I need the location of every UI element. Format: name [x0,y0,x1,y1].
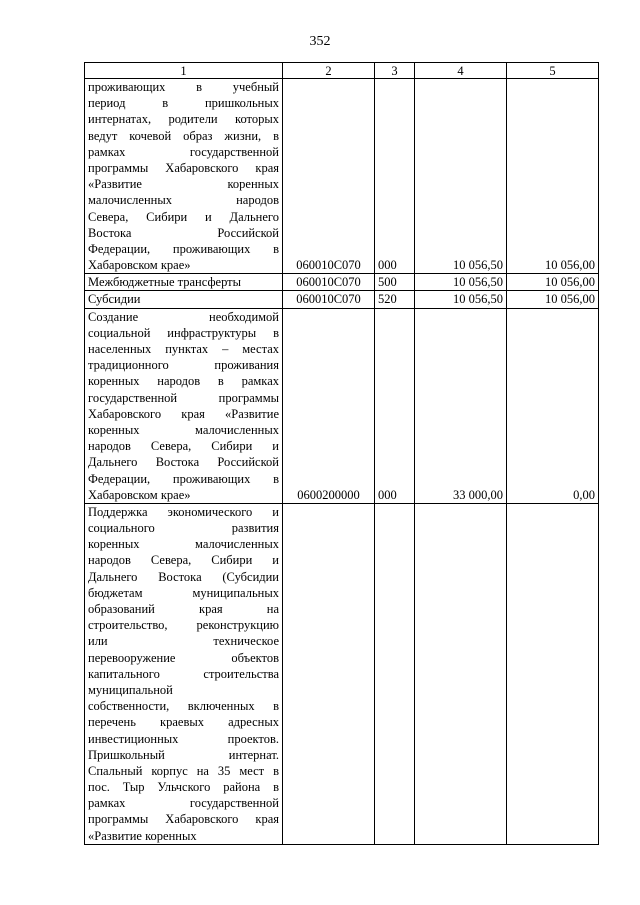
row-type: 500 [375,274,415,291]
description-line: муниципальной [88,682,173,697]
description-line: традиционного проживания [88,358,279,373]
header-col-2: 2 [283,63,375,79]
row-type [375,503,415,844]
row-sum-2: 10 056,00 [507,79,599,274]
description-line: Субсидии [88,292,141,307]
description-line: социального развития [88,521,279,536]
row-type: 520 [375,291,415,308]
description-line: бюджетам муниципальных [88,585,279,600]
description-line: Хабаровском крае» [88,487,191,502]
row-sum-1: 10 056,50 [415,291,507,308]
description-line: или техническое [88,634,279,649]
description-line: государственной программы [88,390,279,405]
description-line: Дальнего Востока Российской [88,455,279,470]
description-line: пос. Тыр Ульчского района в [88,780,279,795]
description-line: Спальный корпус на 35 мест в [88,763,279,778]
table-row [85,291,599,308]
description-line: строительство, реконструкцию [88,618,279,633]
row-description [85,274,283,291]
description-line: Севера, Сибири и Дальнего [88,209,279,224]
page-number: 352 [309,34,331,49]
description-line: Поддержка экономического и [88,504,279,519]
description-line: Дальнего Востока (Субсидии [88,569,279,584]
row-sum-1: 33 000,00 [415,308,507,503]
description-line: малочисленных народов [88,193,279,208]
header-col-1: 1 [85,63,283,79]
row-code [283,503,375,844]
row-description [85,503,283,844]
description-line: Федерации, проживающих в [88,471,279,486]
description-line: интернатах, родители которых [88,112,279,127]
row-description [85,308,283,503]
description-line: населенных пунктах – местах [88,342,279,357]
description-line: период в пришкольных [88,96,279,111]
table-row [85,79,599,274]
row-type: 000 [375,308,415,503]
description-line: рамках государственной [88,796,279,811]
row-sum-2: 0,00 [507,308,599,503]
description-line: образований края на [88,602,279,617]
description-line: перечень краевых адресных [88,715,279,730]
row-description [85,291,283,308]
description-line: коренных малочисленных [88,537,279,552]
description-line: ведут кочевой образ жизни, в [88,128,279,143]
header-col-4: 4 [415,63,507,79]
description-line: программы Хабаровского края [88,812,279,827]
row-sum-1: 10 056,50 [415,274,507,291]
description-line: проживающих в учебный [88,80,279,94]
description-line: перевооружение объектов [88,650,279,665]
budget-table [84,62,599,845]
description-line: Создание необходимой [88,309,279,324]
table-row [85,503,599,844]
description-line: Федерации, проживающих в [88,241,279,256]
row-code: 060010С070 [283,291,375,308]
description-line: рамках государственной [88,144,279,159]
description-line: коренных народов в рамках [88,374,279,389]
table-row [85,274,599,291]
row-sum-2: 10 056,00 [507,291,599,308]
description-line: инвестиционных проектов. [88,731,279,746]
header-row [85,63,599,79]
description-line: программы Хабаровского края [88,160,279,175]
description-line: народов Севера, Сибири и [88,553,279,568]
description-line: капитального строительства [88,666,279,681]
header-col-3: 3 [375,63,415,79]
row-sum-1 [415,503,507,844]
row-type: 000 [375,79,415,274]
header-col-5: 5 [507,63,599,79]
description-line: Хабаровском крае» [88,258,191,273]
description-line: народов Севера, Сибири и [88,439,279,454]
row-code: 060010С070 [283,274,375,291]
row-sum-2 [507,503,599,844]
row-sum-1: 10 056,50 [415,79,507,274]
row-sum-2: 10 056,00 [507,274,599,291]
description-line: коренных малочисленных [88,422,279,437]
table-row [85,308,599,503]
description-line: Востока Российской [88,225,279,240]
description-line: «Развитие коренных [88,828,197,843]
budget-table-body [85,63,599,845]
row-description [85,79,283,274]
description-line: «Развитие коренных [88,177,279,192]
description-line: Хабаровского края «Развитие [88,406,279,421]
row-code: 060010С070 [283,79,375,274]
description-line: социальной инфраструктуры в [88,325,279,340]
description-line: Пришкольный интернат. [88,747,279,762]
row-code: 0600200000 [283,308,375,503]
description-line: собственности, включенных в [88,699,279,714]
description-line: Межбюджетные трансферты [88,275,242,290]
